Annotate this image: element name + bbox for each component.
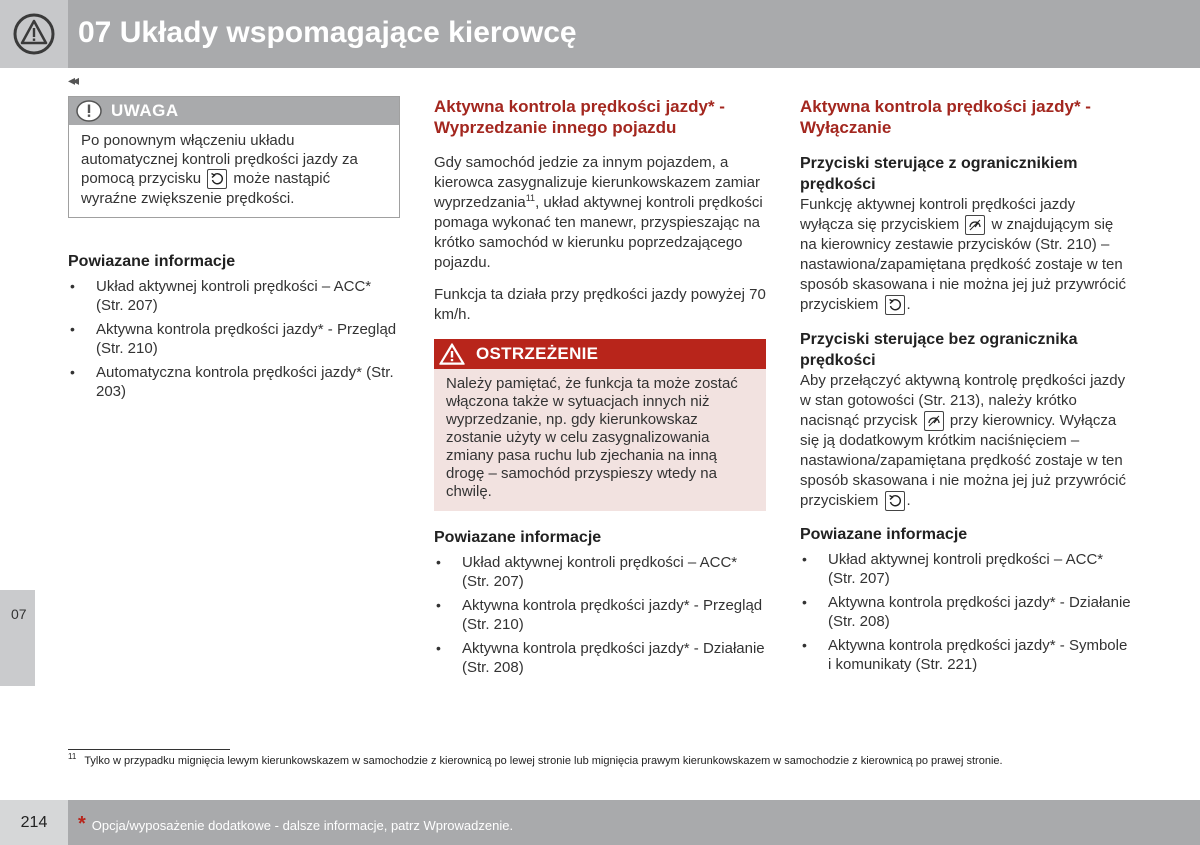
related-link[interactable]: • Aktywna kontrola prędkości jazdy* - Przegląd (Str. 210) <box>434 596 766 634</box>
paragraph-text: , układ aktywnej kontroli prędkości pomaga wykonać ten manewr, przyspieszając na krótko samochód w kierunku poprzedzającego pojazdu. <box>434 194 763 271</box>
note-label: UWAGA <box>111 101 179 120</box>
note-text <box>69 125 399 217</box>
warning-triangle-circle-icon <box>0 0 68 68</box>
page-footer <box>0 800 1200 845</box>
related-info-section <box>800 525 1132 674</box>
footnote-text: Tylko w przypadku mignięcia lewym kierunkowskazem w samochodzie z kierownicą po lewej stronie lub mignięcia prawym kierunkowskazem w samochodzie z kierownicą po prawej stronie. <box>84 755 1003 767</box>
chapter-side-tab-label: 07 <box>11 606 27 622</box>
paragraph-text: przy kierownicy. Wyłącza się ją dodatkowym krótkim naciśnięciem – nastawiona/zapamiętana prędkość zostaje w ten sposób skasowana i nie można jej już przywrócić przyciskiem <box>800 412 1126 510</box>
related-info-heading: Powiazane informacje <box>434 529 602 546</box>
related-link[interactable]: • Aktywna kontrola prędkości jazdy* - Przegląd (Str. 210) <box>68 320 400 358</box>
note-box <box>68 96 400 218</box>
subsection-heading: Przyciski sterujące bez ogranicznika prędkości <box>800 331 1078 370</box>
footer-note-text: Opcja/wyposażenie dodatkowe - dalsze informacje, patrz Wprowadzenie. <box>91 818 514 833</box>
page-number: 214 <box>20 813 48 831</box>
column-2 <box>434 96 766 677</box>
footnote-ref[interactable]: 11 <box>525 193 536 203</box>
related-link[interactable]: • Aktywna kontrola prędkości jazdy* - Symbole i komunikaty (Str. 221) <box>800 636 1132 674</box>
related-link[interactable]: • Układ aktywnej kontroli prędkości – ACC* (Str. 207) <box>800 550 1132 588</box>
column-1 <box>68 96 400 401</box>
related-link[interactable]: • Układ aktywnej kontroli prędkości – ACC* (Str. 207) <box>434 553 766 591</box>
related-info-section <box>68 252 400 401</box>
info-exclamation-icon <box>75 100 103 122</box>
optional-star-icon: * <box>78 813 86 835</box>
resume-arrow-icon <box>207 169 227 189</box>
section-heading: Aktywna kontrola prędkości jazdy* - Wyłączanie <box>800 97 1091 137</box>
footnote-divider <box>68 749 230 750</box>
paragraph <box>800 371 1132 511</box>
warning-box <box>434 339 766 511</box>
footnote <box>68 752 1003 767</box>
footer-note <box>78 813 513 836</box>
footnote-number: 11 <box>68 752 77 762</box>
related-link[interactable]: • Układ aktywnej kontroli prędkości – ACC* (Str. 207) <box>68 277 400 315</box>
paragraph <box>434 153 766 273</box>
chapter-title: 07 Układy wspomagające kierowcę <box>78 16 577 49</box>
back-arrows-icon[interactable]: ◂◂ <box>68 72 77 88</box>
related-link[interactable]: • Aktywna kontrola prędkości jazdy* - Działanie (Str. 208) <box>800 593 1132 631</box>
related-info-heading: Powiazane informacje <box>68 253 236 271</box>
note-header <box>69 97 399 125</box>
warning-text: Należy pamiętać, że funkcja ta może zostać włączona także w sytuacjach innych niż wyprzedzanie, np. gdy kierunkowskaz zostanie użyty w celu zasygnalizowania zmiany pasa ruchu lub zjechania na inną drogę – samochód przyspieszy wtedy na chwilę. <box>446 375 738 500</box>
related-info-heading: Powiazane informacje <box>800 526 968 544</box>
chapter-side-tab[interactable] <box>0 590 35 686</box>
chapter-header <box>0 0 1200 68</box>
warning-triangle-icon <box>438 342 466 366</box>
related-link[interactable]: • Aktywna kontrola prędkości jazdy* - Działanie (Str. 208) <box>434 639 766 677</box>
paragraph-text: . <box>906 296 911 314</box>
speedometer-off-icon <box>924 411 944 431</box>
subsection-heading: Przyciski sterujące z ogranicznikiem prędkości <box>800 155 1078 193</box>
paragraph-text: Gdy samochód jedzie za innym pojazdem, a kierowca zasygnalizuje kierunkowskazem zamiar wyprzedzania <box>434 154 760 211</box>
page-number-box <box>0 800 68 845</box>
note-text-part: może nastąpić wyraźne zwiększenie prędkości. <box>81 170 331 208</box>
note-text-part: Po ponownym włączeniu układu automatycznej kontroli prędkości jazdy za pomocą przycisku <box>81 132 358 187</box>
speedometer-off-icon <box>965 215 985 235</box>
paragraph-text: . <box>906 492 911 510</box>
section-heading: Aktywna kontrola prędkości jazdy* - Wyprzedzanie innego pojazdu <box>434 97 725 137</box>
paragraph <box>800 195 1132 315</box>
resume-arrow-icon <box>885 295 905 315</box>
resume-arrow-icon <box>885 491 905 511</box>
paragraph: Funkcja ta działa przy prędkości jazdy powyżej 70 km/h. <box>434 286 766 323</box>
warning-label: OSTRZEŻENIE <box>476 344 599 363</box>
related-info-section <box>434 528 766 677</box>
column-3 <box>800 96 1132 674</box>
warning-header <box>434 339 766 369</box>
related-link[interactable]: • Automatyczna kontrola prędkości jazdy* (Str. 203) <box>68 363 400 401</box>
paragraph-text: Funkcję aktywnej kontroli prędkości jazdy wyłącza się przyciskiem <box>800 196 1076 233</box>
paragraph-text: w znajdującym się na kierownicy zestawie przycisków (Str. 210) – nastawiona/zapamiętana prędkość zostaje w ten sposób skasowana i nie można jej już przywrócić przyciskiem <box>800 216 1126 314</box>
paragraph-text: Aby przełączyć aktywną kontrolę prędkości jazdy w stan gotowości (Str. 213), należy krótko nacisnąć przycisk <box>800 372 1126 430</box>
